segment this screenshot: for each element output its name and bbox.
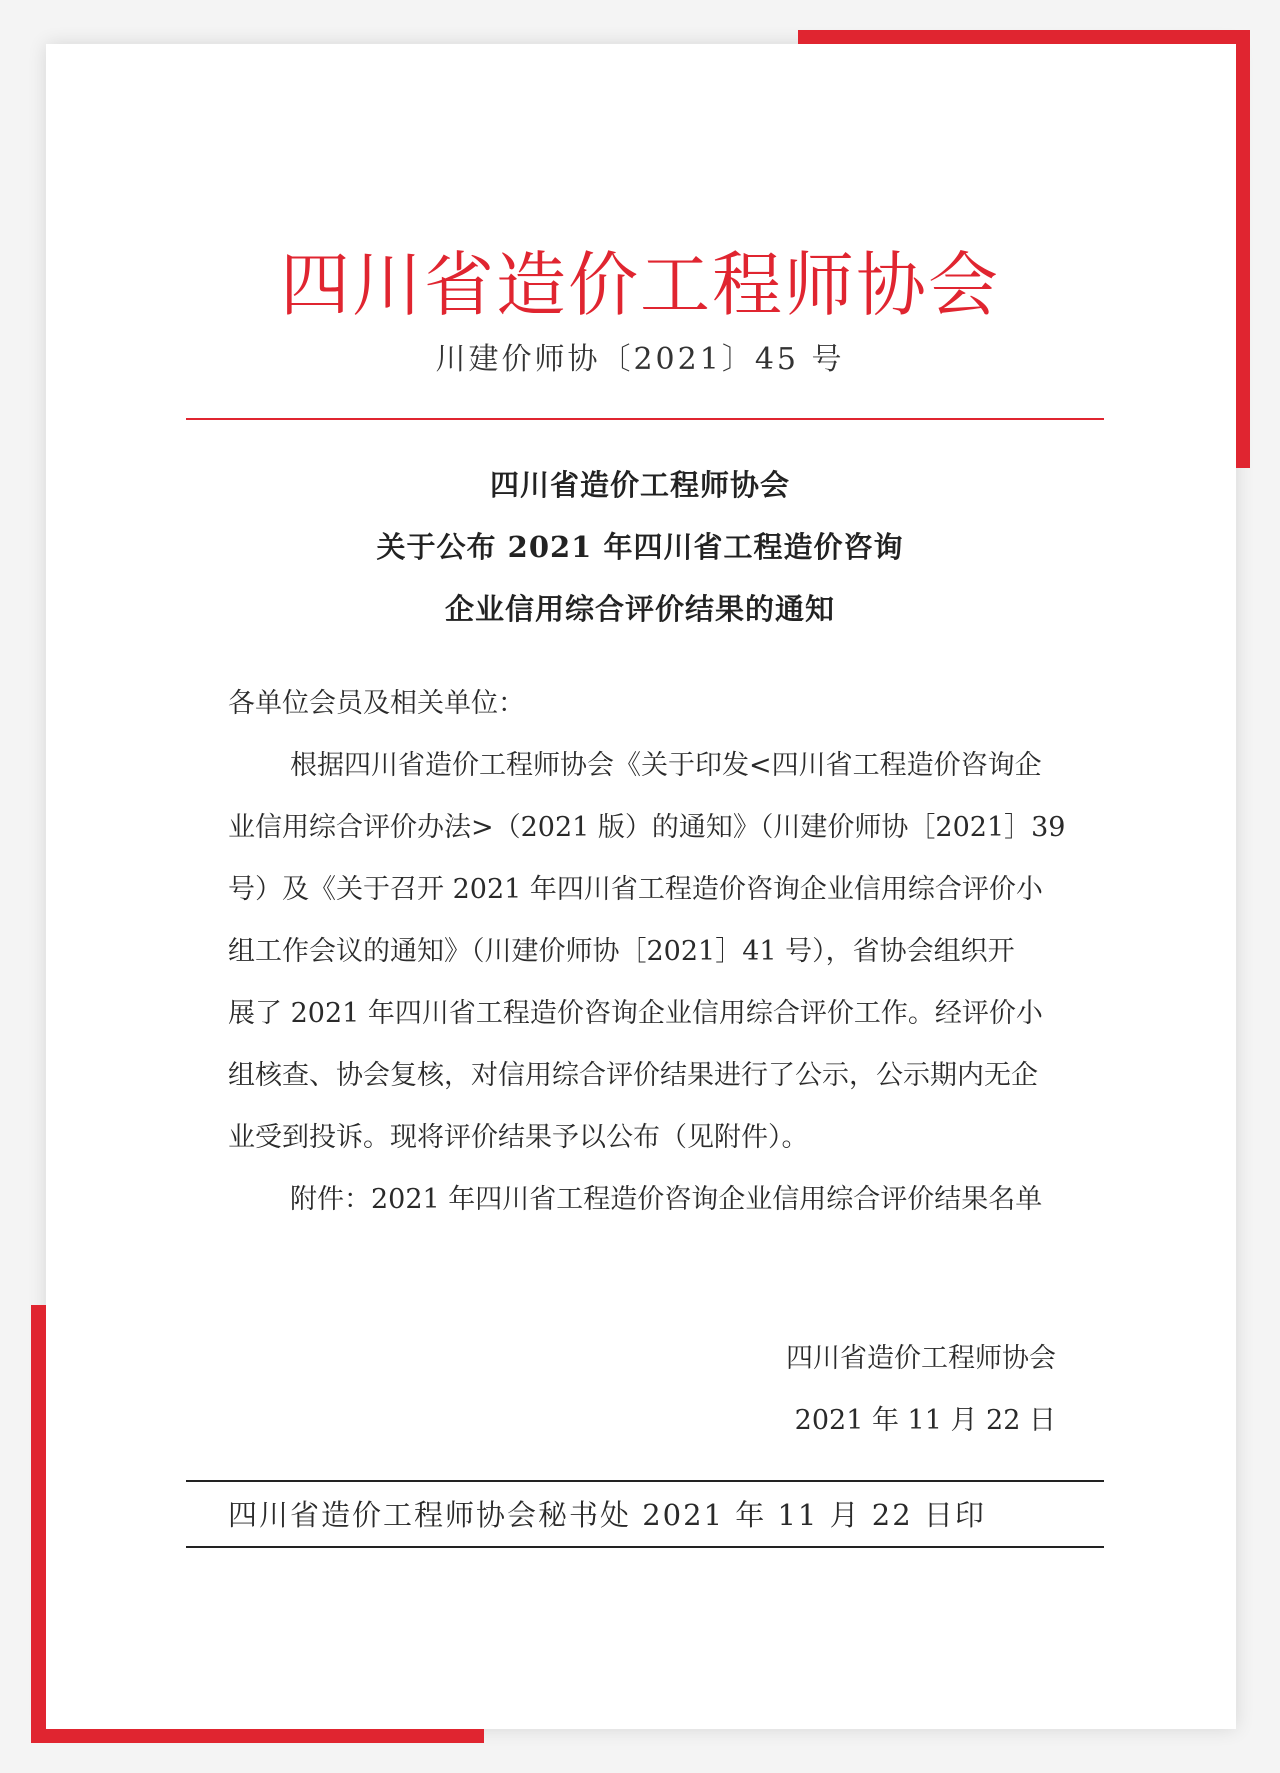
body-line-5: 展了 2021 年四川省工程造价咨询企业信用综合评价工作。经评价小 <box>228 998 1043 1029</box>
body-line-3: 号）及《关于召开 2021 年四川省工程造价咨询企业信用综合评价小 <box>228 874 1043 905</box>
body-line-1: 根据四川省造价工程师协会《关于印发<四川省工程造价咨询企 <box>290 750 1042 781</box>
footer-bottom-rule <box>186 1546 1104 1548</box>
red-corner-top-horizontal <box>798 30 1250 44</box>
print-line: 四川省造价工程师协会秘书处 2021 年 11 月 22 日印 <box>228 1498 986 1532</box>
body-line-4: 组工作会议的通知》（川建价师协［2021］41 号），省协会组织开 <box>228 936 1015 967</box>
body-line-6: 组核查、协会复核，对信用综合评价结果进行了公示，公示期内无企 <box>228 1060 1038 1091</box>
body-line-2: 业信用综合评价办法>（2021 版）的通知》（川建价师协［2021］39 <box>228 812 1066 843</box>
body-line-7: 业受到投诉。现将评价结果予以公布（见附件）。 <box>228 1122 809 1153</box>
signature-date: 2021 年 11 月 22 日 <box>794 1405 1056 1436</box>
red-divider <box>186 418 1104 420</box>
notice-title-line-3: 企业信用综合评价结果的通知 <box>444 592 835 626</box>
organization-header: 四川省造价工程师协会 <box>280 244 1000 326</box>
attachment-line: 附件：2021 年四川省工程造价咨询企业信用综合评价结果名单 <box>290 1184 1043 1215</box>
notice-title-line-2: 关于公布 2021 年四川省工程造价咨询 <box>376 530 904 564</box>
salutation: 各单位会员及相关单位： <box>228 688 525 719</box>
red-corner-bottom-horizontal <box>31 1729 484 1743</box>
notice-title-line-1: 四川省造价工程师协会 <box>489 468 790 502</box>
signature-organization: 四川省造价工程师协会 <box>786 1343 1056 1374</box>
footer-top-rule <box>186 1480 1104 1482</box>
red-corner-bottom-vertical <box>31 1305 46 1743</box>
document-number: 川建价师协〔2021〕45 号 <box>435 342 845 377</box>
